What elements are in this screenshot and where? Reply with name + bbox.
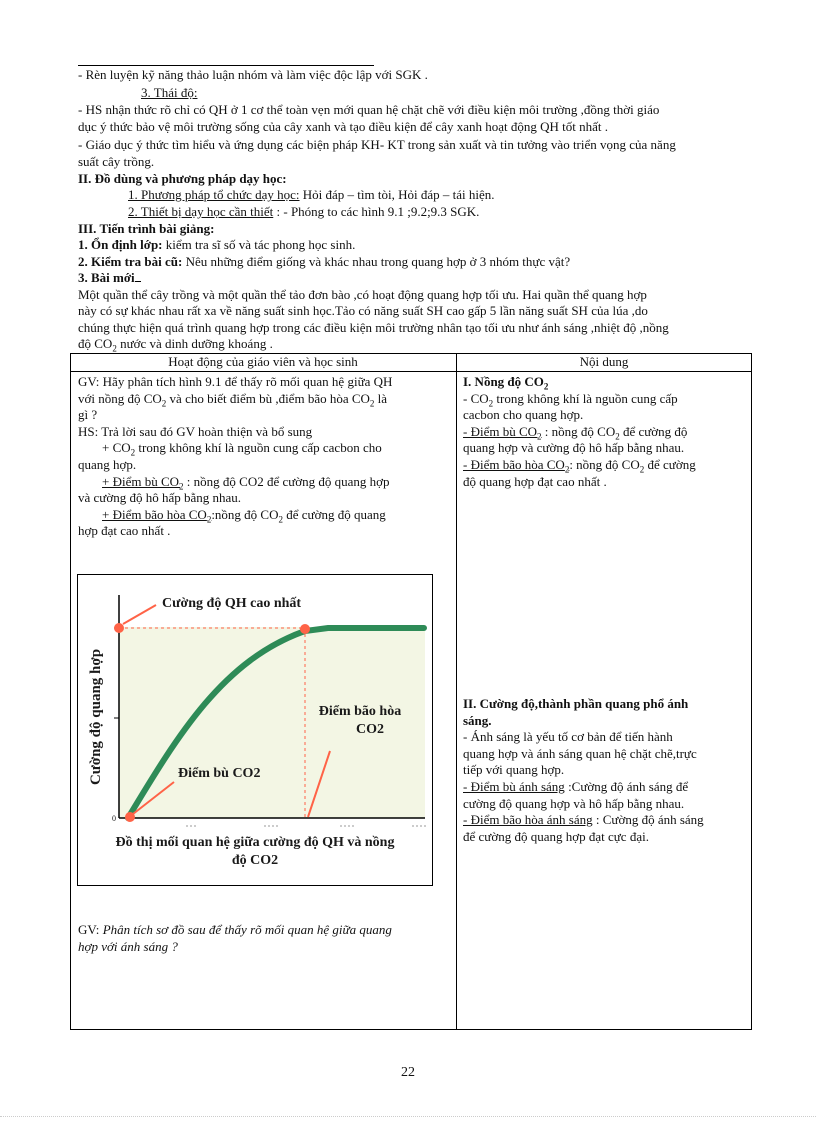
content-heading-light-2: sáng. — [463, 712, 492, 728]
figure-caption-2: độ CO2 — [231, 853, 279, 868]
lesson-para-4: độ $CO_2$ nước và dinh dưỡng khoáng . — [78, 336, 273, 354]
page-number: 22 — [401, 1065, 415, 1080]
content-comp-light-cont: cường độ quang hợp và hô hấp bằng nhau. — [463, 795, 685, 811]
left-cell — [78, 374, 392, 540]
saturation-label-2: CO2 — [356, 722, 384, 737]
gv-light-question — [78, 922, 392, 955]
answer-point-2-cont: và cường độ hô hấp bằng nhau. — [78, 490, 242, 506]
answer-point-3-cont: hợp đạt cao nhất . — [78, 523, 171, 539]
answer-point-1-cont: quang hợp. — [78, 456, 137, 472]
intro-line-1: - Rèn luyện kỹ năng thảo luận nhóm và làm việc độc lập với SGK . — [78, 67, 428, 82]
intro-line-2: - HS nhận thức rõ chỉ có QH ở 1 cơ thể toàn vẹn mới quan hệ chặt chẽ với điều kiện môi trường ,đồng thời giáo — [78, 102, 660, 117]
gv-light-line-1: GV: Phân tích sơ đồ sau để thấy rõ mối quan hệ giữa quang — [78, 922, 392, 937]
page-bottom-border — [0, 1116, 816, 1117]
lesson-para-1: Một quần thể cây trồng và một quần thể tảo đơn bào ,có hoạt động quang hợp tối ưu. Hai quần thể quang hợp — [78, 287, 647, 302]
figure-caption-1: Đồ thị mối quan hệ giữa cường độ QH và nồng — [115, 835, 395, 850]
content-heading-co2: I. Nồng độ $CO_2$ — [463, 374, 549, 392]
gv-light-line-2: hợp với ánh sáng ? — [78, 938, 178, 954]
section3-heading: III. Tiến trình bài giảng: — [78, 221, 215, 236]
section2-item-1: 1. Phương pháp tổ chức dạy học: Hỏi đáp – tìm tòi, Hỏi đáp – tái hiện. — [128, 187, 495, 202]
content-light-line-3: tiếp với quang hợp. — [463, 762, 565, 778]
content-comp-co2-cont: quang hợp và cường độ hô hấp bằng nhau. — [463, 440, 685, 456]
answer-point-1: + $CO_2$ trong không khí là nguồn cung cấp cacbon cho — [102, 440, 382, 458]
content-light-line-1: - Ánh sáng là yếu tố cơ bản để tiến hành — [463, 729, 673, 745]
content-sat-co2: - Điểm bão hòa $CO_2$: nồng độ $CO_2$ để cường — [463, 456, 696, 475]
saturation-label-1: Điểm bão hòa — [318, 704, 402, 719]
content-sat-light-cont: để cường độ quang hợp đạt cực đại. — [463, 828, 649, 844]
max-point — [114, 623, 124, 633]
co2-photosynthesis-figure — [77, 574, 433, 886]
attitude-heading: 3. Thái độ: — [141, 85, 198, 100]
answer-point-2: + Điểm bù $CO_2$ : nồng độ CO2 để cường độ quang hợp — [102, 473, 390, 492]
step-2: 2. Kiểm tra bài cũ: Nêu những điểm giống và khác nhau trong quang hợp ở 3 nhóm thực vật? — [78, 254, 571, 269]
content-comp-light: - Điểm bù ánh sáng :Cường độ ánh sáng để — [463, 778, 689, 794]
content-sat-light: - Điểm bão hòa ánh sáng : Cường độ ánh sáng — [463, 812, 704, 828]
step-1: 1. Ổn định lớp: kiểm tra sĩ số và tác phong học sinh. — [78, 237, 356, 252]
right-cell-co2 — [463, 374, 696, 490]
top-rule — [78, 65, 374, 66]
gv-question-line-1: GV: Hãy phân tích hình 9.1 để thấy rõ mối quan hệ giữa QH — [78, 374, 393, 389]
gv-question-line-2: với nồng độ $CO_2$ và cho biết điểm bù ,điểm bão hòa $CO_2$ là — [78, 390, 388, 409]
intro-line-5: suất cây trồng. — [78, 154, 155, 169]
table-column-divider — [456, 353, 457, 1030]
y-axis-label: Cường độ quang hợp — [88, 648, 104, 786]
lesson-para-3: chúng thực hiện quá trình quang hợp trong các điều kiện môi trường nhân tạo tối ưu như ánh sáng ,nhiệt độ ,nồng — [78, 320, 669, 335]
content-light-line-2: quang hợp và ánh sáng quan hệ chặt chẽ,trực — [463, 745, 697, 761]
section2-item-2: 2. Thiết bị dạy học cần thiết : - Phóng to các hình 9.1 ;9.2;9.3 SGK. — [128, 204, 480, 219]
table-header-activities: Hoạt động của giáo viên và học sinh — [168, 354, 358, 369]
content-co2-line-2: cacbon cho quang hợp. — [463, 407, 584, 423]
content-heading-light-1: II. Cường độ,thành phần quang phổ ánh — [463, 696, 689, 711]
max-pointer — [123, 605, 156, 624]
saturation-point — [300, 624, 310, 634]
content-sat-co2-cont: độ quang hợp đạt cao nhất . — [463, 473, 607, 489]
right-cell-light — [463, 696, 704, 845]
content-comp-co2: - Điểm bù $CO_2$ : nồng độ $CO_2$ để cường độ — [463, 423, 688, 442]
co2-graph — [78, 575, 432, 885]
intro-line-4: - Giáo dục ý thức tìm hiểu và ứng dụng các biện pháp KH- KT trong sản xuất và tin tưởng vào triển vọng của năng — [78, 137, 676, 152]
max-label: Cường độ QH cao nhất — [162, 596, 302, 611]
section2-heading: II. Đồ dùng và phương pháp dạy học: — [78, 171, 287, 186]
gv-question-line-3: gì ? — [78, 407, 98, 423]
content-co2-line-1: - $CO_2$ trong không khí là nguồn cung cấp — [463, 390, 678, 409]
lesson-para-2: này có sự khác nhau rất xa về năng suất sinh học.Tảo có năng suất SH cao gấp 5 lần năng suất SH của lúa ,do — [78, 303, 648, 318]
table-header-content: Nội dung — [579, 354, 629, 369]
intro-line-3: dục ý thức bảo vệ môi trường sống của cây xanh và tạo điều kiện để cây xanh hoạt động QH tốt nhất . — [78, 119, 608, 134]
hs-answer: HS: Trả lời sau đó GV hoàn thiện và bổ sung — [78, 423, 313, 439]
compensation-label: Điểm bù CO2 — [178, 766, 261, 781]
table-header-divider — [70, 371, 752, 372]
answer-point-3: + Điểm bão hòa $CO_2:nồng$ độ $CO_2$ để cường độ quang — [102, 506, 386, 525]
origin-label: 0 — [112, 814, 116, 823]
step-3: 3. Bài mới — [78, 270, 141, 287]
